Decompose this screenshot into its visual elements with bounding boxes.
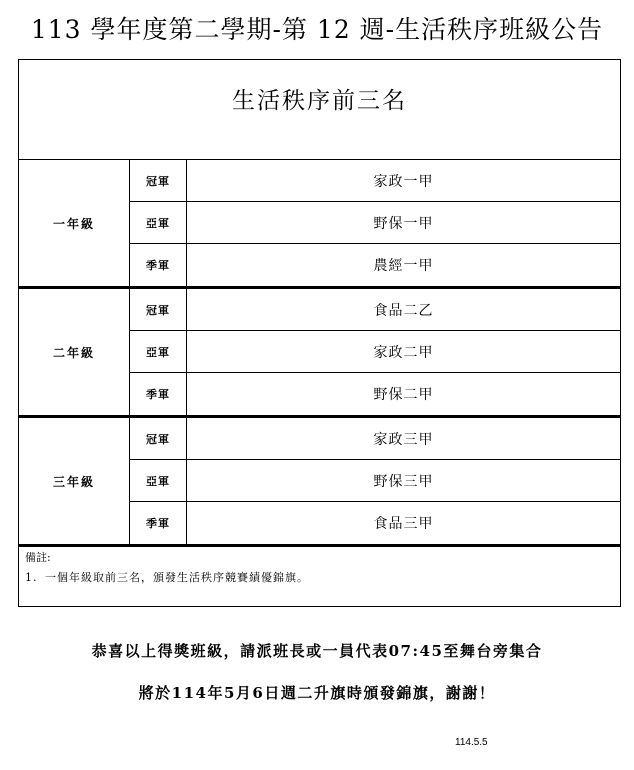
note-item (25, 569, 309, 585)
class-name: 野保三甲 (373, 474, 434, 490)
table-subtitle: 生活秩序前三名 (232, 88, 407, 114)
table-row (130, 160, 620, 202)
ranking-table (18, 59, 621, 607)
grade-label: 一年級 (19, 160, 130, 286)
table-subtitle-cell (19, 60, 620, 160)
grade-group-3 (19, 418, 620, 544)
notes-heading: 備註: (25, 551, 51, 564)
rank-label: 季軍 (130, 373, 187, 415)
table-row (130, 331, 620, 373)
class-name: 家政二甲 (373, 345, 434, 361)
table-row (130, 244, 620, 286)
announcement-line-2: 將於114年5月6日週二升旗時頒發錦旗，謝謝！ (138, 684, 496, 702)
class-name: 野保一甲 (373, 216, 434, 232)
page-title: 113 學年度第二學期-第 12 週-生活秩序班級公告 (30, 15, 604, 44)
class-name: 野保二甲 (373, 387, 434, 403)
announcement-line-1: 恭喜以上得獎班級，請派班長或一員代表07:45至舞台旁集合 (91, 642, 543, 660)
rank-label: 亞軍 (130, 460, 187, 502)
class-name: 家政三甲 (373, 432, 434, 448)
note-text: 一個年級取前三名，頒發生活秩序競賽績優錦旗。 (45, 571, 309, 584)
notes-section (19, 545, 620, 606)
grade-group-2 (19, 289, 620, 415)
rank-label: 季軍 (130, 244, 187, 286)
table-row (130, 502, 620, 544)
note-number: 1. (25, 571, 38, 584)
table-row (130, 289, 620, 331)
rank-label: 亞軍 (130, 331, 187, 373)
issue-date: 114.5.5 (455, 737, 488, 748)
rank-label: 亞軍 (130, 202, 187, 244)
table-row (130, 460, 620, 502)
rank-label: 季軍 (130, 502, 187, 544)
grade-label: 三年級 (19, 418, 130, 544)
rank-label: 冠軍 (130, 289, 187, 331)
table-row (130, 373, 620, 415)
grade-group-1 (19, 160, 620, 286)
class-name: 食品三甲 (373, 516, 434, 532)
table-row (130, 418, 620, 460)
table-row (130, 202, 620, 244)
class-name: 農經一甲 (373, 258, 434, 274)
class-name: 食品二乙 (373, 303, 434, 319)
rank-label: 冠軍 (130, 418, 187, 460)
class-name: 家政一甲 (373, 174, 434, 190)
rank-label: 冠軍 (130, 160, 187, 202)
grade-label: 二年級 (19, 289, 130, 415)
